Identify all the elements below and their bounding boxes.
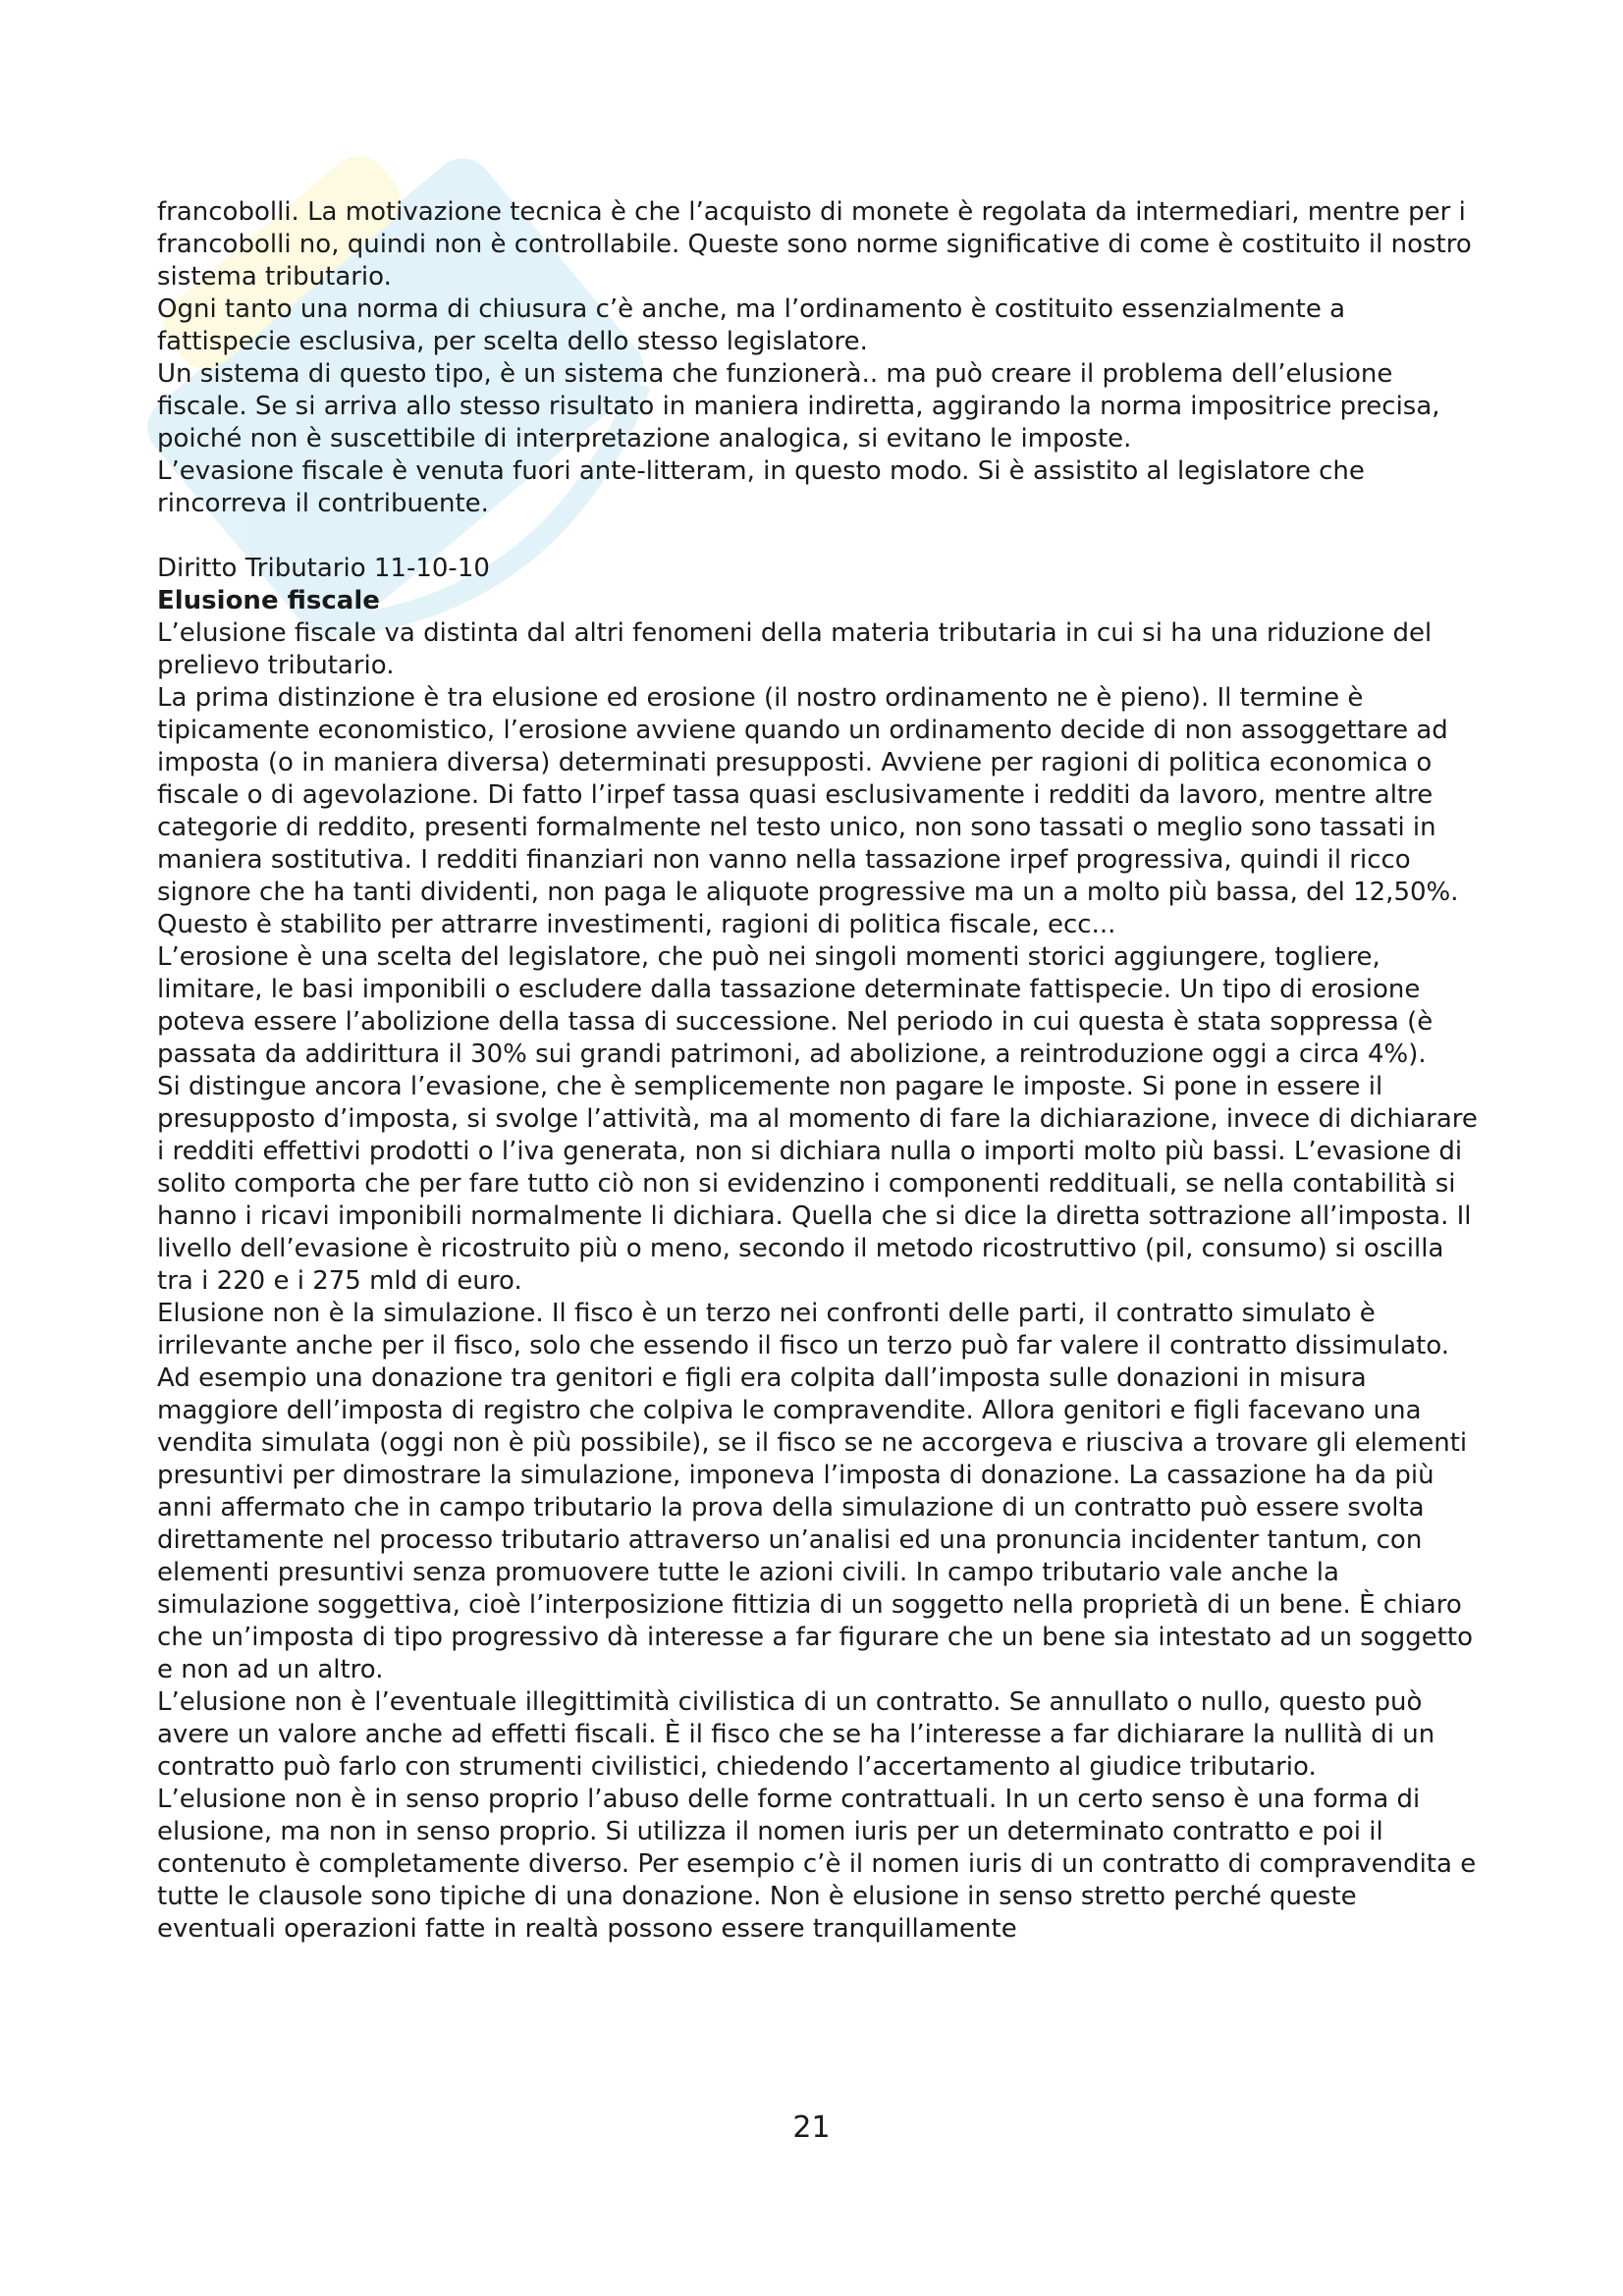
paragraph: Un sistema di questo tipo, è un sistema che funzionerà.. ma può creare il problema dell’elusione fiscale. Se si arriva allo stesso risultato in maniera indiretta, aggirando la norma impositrice precisa, poiché non è suscettibile di interpretazione analogica, si evitano le imposte. (157, 359, 1440, 454)
section-heading: Elusione fiscale (157, 586, 380, 615)
paragraph: L’elusione non è l’eventuale illegittimità civilistica di un contratto. Se annullato o nullo, questo può avere un valore anche ad effetti fiscali. È il fisco che se ha l’interesse a far dichiarare la nullità di un contratto può farlo con strumenti civilistici, chiedendo l’accertamento al giudice tributario. (157, 1687, 1435, 1782)
page-number: 21 (792, 2110, 831, 2145)
paragraph: L’elusione fiscale va distinta dal altri fenomeni della materia tributaria in cui si ha una riduzione del prelievo tributario. (157, 618, 1433, 680)
blank-line (157, 520, 1478, 553)
paragraph: L’elusione non è in senso proprio l’abuso delle forme contrattuali. In un certo senso è una forma di elusione, ma non in senso proprio. Si utilizza il nomen iuris per un determinato contratto e poi il contenuto è completamente diverso. Per esempio c’è il nomen iuris di un contratto di compravendita e tutte le clausole sono tipiche di una donazione. Non è elusione in senso stretto perché queste eventuali operazioni fatte in realtà possono essere tranquillamente (157, 1785, 1477, 1944)
paragraph: La prima distinzione è tra elusione ed erosione (il nostro ordinamento ne è pieno). Il termine è tipicamente economistico, l’erosione avviene quando un ordinamento decide di non assoggettare ad imposta (o in maniera diversa) determinati presupposti. Avviene per ragioni di politica economica o fiscale o di agevolazione. Di fatto l’irpef tassa quasi esclusivamente i redditi da lavoro, mentre altre categorie di reddito, presenti formalmente nel testo unico, non sono tassati o meglio sono tassati in maniera sostitutiva. I redditi finanziari non vanno nella tassazione irpef progressiva, quindi il ricco signore che ha tanti dividenti, non paga le aliquote progressive ma un a molto più bassa, del 12,50%. Questo è stabilito per attrarre investimenti, ragioni di politica fiscale, ecc... (157, 683, 1459, 939)
paragraph: L’evasione fiscale è venuta fuori ante-litteram, in questo modo. Si è assistito al legislatore che rincorreva il contribuente. (157, 456, 1365, 518)
document-body (157, 196, 1478, 1946)
lecture-date: Diritto Tributario 11-10-10 (157, 554, 490, 583)
paragraph: Si distingue ancora l’evasione, che è semplicemente non pagare le imposte. Si pone in essere il presupposto d’imposta, si svolge l’attività, ma al momento di fare la dichiarazione, invece di dichiarare i redditi effettivi prodotti o l’iva generata, non si dichiara nulla o importi molto più bassi. L’evasione di solito comporta che per fare tutto ciò non si evidenzino i componenti reddituali, se nella contabilità si hanno i ricavi imponibili normalmente li dichiara. Quella che si dice la diretta sottrazione all’imposta. Il livello dell’evasione è ricostruito più o meno, secondo il metodo ricostruttivo (pil, consumo) si oscilla tra i 220 e i 275 mld di euro. (157, 1072, 1478, 1296)
paragraph: Elusione non è la simulazione. Il fisco è un terzo nei confronti delle parti, il contratto simulato è irrilevante anche per il fisco, solo che essendo il fisco un terzo può far valere il contratto dissimulato. Ad esempio una donazione tra genitori e figli era colpita dall’imposta sulle donazioni in misura maggiore dell’imposta di registro che colpiva le compravendite. Allora genitori e figli facevano una vendita simulata (oggi non è più possibile), se il fisco se ne accorgeva e riusciva a trovare gli elementi presuntivi per dimostrare la simulazione, imponeva l’imposta di donazione. La cassazione ha da più anni affermato che in campo tributario la prova della simulazione di un contratto può essere svolta direttamente nel processo tributario attraverso un’analisi ed una pronuncia incidenter tantum, con elementi presuntivi senza promuovere tutte le azioni civili. In campo tributario vale anche la simulazione soggettiva, cioè l’interposizione fittizia di un soggetto nella proprietà di un bene. È chiaro che un’imposta di tipo progressivo dà interesse a far figurare che un bene sia intestato ad un soggetto e non ad un altro. (157, 1299, 1473, 1684)
paragraph: francobolli. La motivazione tecnica è che l’acquisto di monete è regolata da intermediari, mentre per i francobolli no, quindi non è controllabile. Queste sono norme significative di come è costituito il nostro sistema tributario. (157, 197, 1472, 292)
paragraph: Ogni tanto una norma di chiusura c’è anche, ma l’ordinamento è costituito essenzialmente a fattispecie esclusiva, per scelta dello stesso legislatore. (157, 294, 1346, 356)
paragraph: L’erosione è una scelta del legislatore, che può nei singoli momenti storici aggiungere, togliere, limitare, le basi imponibili o escludere dalla tassazione determinate fattispecie. Un tipo di erosione poteva essere l’abolizione della tassa di successione. Nel periodo in cui questa è stata soppressa (è passata da addirittura il 30% sui grandi patrimoni, ad abolizione, a reintroduzione oggi a circa 4%). (157, 942, 1434, 1069)
